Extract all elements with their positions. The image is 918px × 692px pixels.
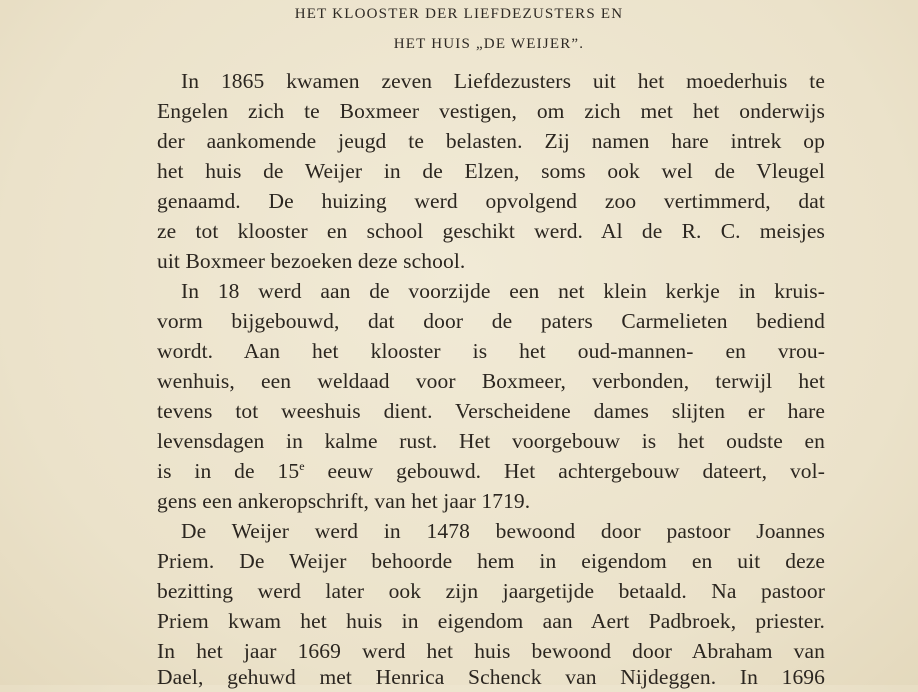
chapter-heading-line-2: HET HUIS „DE WEIJER”. <box>393 36 585 52</box>
paragraph-1-line-1: In 1865 kwamen zeven Liefdezusters uit het moederhuis te <box>181 69 825 93</box>
paragraph-2-line-7: is in de 15e eeuw gebouwd. Het achtergebouw dateert, vol- <box>157 458 825 483</box>
ordinal-superscript: e <box>299 458 305 473</box>
paragraph-3-line-5: In het jaar 1669 werd het huis bewoond door Abraham van <box>157 639 825 663</box>
paragraph-2-line-8: gens een ankeropschrift, van het jaar 1719. <box>157 489 531 513</box>
paragraph-3-line-4: Priem kwam het huis in eigendom aan Aert Padbroek, priester. <box>157 609 825 633</box>
paragraph-1-line-3: der aankomende jeugd te belasten. Zij namen hare intrek op <box>157 129 825 153</box>
paragraph-3-line-2: Priem. De Weijer behoorde hem in eigendom en uit deze <box>157 549 825 573</box>
chapter-heading-line-1: HET KLOOSTER DER LIEFDEZUSTERS EN <box>294 6 624 22</box>
paragraph-3-line-6: Dael, gehuwd met Henrica Schenck van Nijdeggen. In 1696 <box>157 665 825 689</box>
paragraph-3-line-1: De Weijer werd in 1478 bewoond door pastoor Joannes <box>181 519 825 543</box>
paragraph-1-line-7: uit Boxmeer bezoeken deze school. <box>157 249 466 273</box>
paragraph-2-line-4: wenhuis, een weldaad voor Boxmeer, verbonden, terwijl het <box>157 369 825 393</box>
paragraph-1-line-6: ze tot klooster en school geschikt werd. Al de R. C. meisjes <box>157 219 825 243</box>
paragraph-1-line-5: genaamd. De huizing werd opvolgend zoo vertimmerd, dat <box>157 189 825 213</box>
paragraph-2-line-2: vorm bijgebouwd, dat door de paters Carmelieten bediend <box>157 309 825 333</box>
paragraph-3-line-3: bezitting werd later ook zijn jaargetijde betaald. Na pastoor <box>157 579 825 603</box>
paragraph-2-line-3: wordt. Aan het klooster is het oud-mannen- en vrou- <box>157 339 825 363</box>
paragraph-2-line-6: levensdagen in kalme rust. Het voorgebouw is het oudste en <box>157 429 825 453</box>
paragraph-1-line-2: Engelen zich te Boxmeer vestigen, om zich met het onderwijs <box>157 99 825 123</box>
paragraph-1-line-4: het huis de Weijer in de Elzen, soms ook wel de Vleugel <box>157 159 825 183</box>
paragraph-2-line-5: tevens tot weeshuis dient. Verscheidene dames slijten er hare <box>157 399 825 423</box>
paragraph-2-line-1: In 18 werd aan de voorzijde een net klein kerkje in kruis- <box>181 279 825 303</box>
